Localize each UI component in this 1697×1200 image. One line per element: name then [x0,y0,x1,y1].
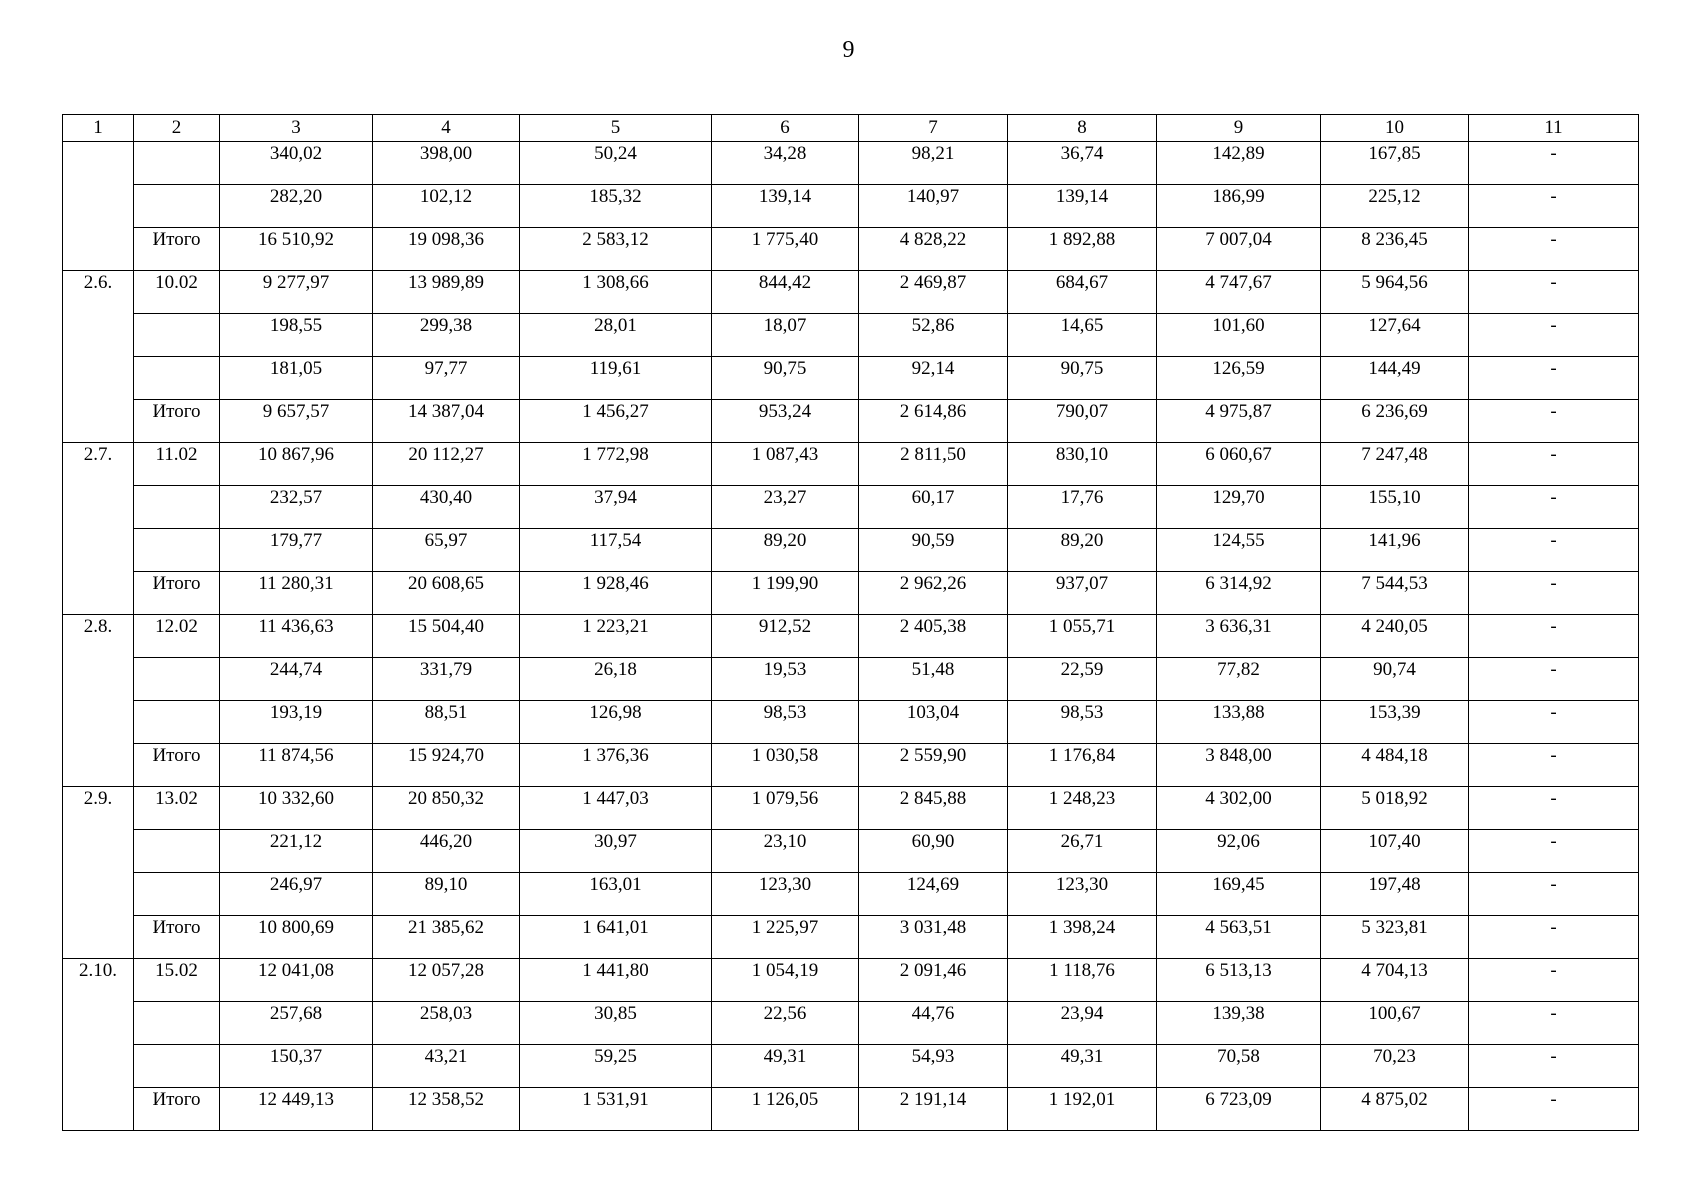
value-cell: 9 657,57 [220,400,373,443]
value-cell: 7 007,04 [1157,228,1321,271]
value-cell: 257,68 [220,1002,373,1045]
value-cell: 11 280,31 [220,572,373,615]
section-number-cell: 2.7. [63,443,134,615]
value-cell: 8 236,45 [1321,228,1469,271]
value-cell: 10 800,69 [220,916,373,959]
value-cell: 141,96 [1321,529,1469,572]
value-cell: 133,88 [1157,701,1321,744]
table-row [63,830,1639,873]
value-cell: 1 199,90 [712,572,859,615]
value-cell: 1 892,88 [1008,228,1157,271]
value-cell: 430,40 [373,486,520,529]
value-cell: 34,28 [712,142,859,185]
value-cell: 89,10 [373,873,520,916]
value-cell: 790,07 [1008,400,1157,443]
value-cell: 12 449,13 [220,1088,373,1131]
code-cell: 10.02 [134,271,220,314]
code-cell [134,830,220,873]
value-cell: 123,30 [1008,873,1157,916]
value-cell: 1 641,01 [520,916,712,959]
code-cell [134,529,220,572]
value-cell: - [1469,529,1639,572]
table-row [63,529,1639,572]
value-cell: 246,97 [220,873,373,916]
value-cell: 19,53 [712,658,859,701]
column-header: 7 [859,115,1008,142]
column-header: 8 [1008,115,1157,142]
value-cell: 2 191,14 [859,1088,1008,1131]
value-cell: 129,70 [1157,486,1321,529]
value-cell: 12 057,28 [373,959,520,1002]
value-cell: 1 176,84 [1008,744,1157,787]
value-cell: 98,21 [859,142,1008,185]
code-cell [134,486,220,529]
value-cell: 2 091,46 [859,959,1008,1002]
value-cell: 163,01 [520,873,712,916]
value-cell: - [1469,873,1639,916]
value-cell: 19 098,36 [373,228,520,271]
value-cell: 9 277,97 [220,271,373,314]
value-cell: 2 845,88 [859,787,1008,830]
value-cell: 153,39 [1321,701,1469,744]
value-cell: 2 962,26 [859,572,1008,615]
value-cell: 89,20 [712,529,859,572]
value-cell: 124,55 [1157,529,1321,572]
value-cell: 1 441,80 [520,959,712,1002]
column-header: 1 [63,115,134,142]
value-cell: 98,53 [712,701,859,744]
value-cell: 11 874,56 [220,744,373,787]
value-cell: 193,19 [220,701,373,744]
value-cell: 36,74 [1008,142,1157,185]
value-cell: - [1469,572,1639,615]
table-row [63,314,1639,357]
value-cell: - [1469,486,1639,529]
value-cell: 21 385,62 [373,916,520,959]
value-cell: 299,38 [373,314,520,357]
column-header: 3 [220,115,373,142]
value-cell: 1 248,23 [1008,787,1157,830]
value-cell: 37,94 [520,486,712,529]
column-header: 11 [1469,115,1639,142]
code-cell [134,1045,220,1088]
table-row [63,443,1639,486]
value-cell: 937,07 [1008,572,1157,615]
value-cell: 102,12 [373,185,520,228]
value-cell: 1 225,97 [712,916,859,959]
value-cell: 139,14 [712,185,859,228]
value-cell: 77,82 [1157,658,1321,701]
value-cell: 1 055,71 [1008,615,1157,658]
value-cell: 23,10 [712,830,859,873]
value-cell: 119,61 [520,357,712,400]
value-cell: 155,10 [1321,486,1469,529]
value-cell: 953,24 [712,400,859,443]
value-cell: - [1469,744,1639,787]
value-cell: 126,59 [1157,357,1321,400]
value-cell: 70,23 [1321,1045,1469,1088]
value-cell: 179,77 [220,529,373,572]
value-cell: 70,58 [1157,1045,1321,1088]
value-cell: 6 314,92 [1157,572,1321,615]
total-label-cell: Итого [134,744,220,787]
value-cell: 90,59 [859,529,1008,572]
column-header: 4 [373,115,520,142]
value-cell: 14,65 [1008,314,1157,357]
value-cell: 232,57 [220,486,373,529]
value-cell: 3 031,48 [859,916,1008,959]
table-row [63,185,1639,228]
code-cell: 11.02 [134,443,220,486]
value-cell: 12 358,52 [373,1088,520,1131]
table-row [63,916,1639,959]
total-label-cell: Итого [134,400,220,443]
value-cell: 60,17 [859,486,1008,529]
value-cell: 90,75 [1008,357,1157,400]
table-row [63,142,1639,185]
value-cell: 59,25 [520,1045,712,1088]
table-row [63,1002,1639,1045]
table-row [63,615,1639,658]
value-cell: 1 118,76 [1008,959,1157,1002]
header-row [63,115,1639,142]
value-cell: - [1469,830,1639,873]
value-cell: 6 723,09 [1157,1088,1321,1131]
value-cell: 167,85 [1321,142,1469,185]
value-cell: 89,20 [1008,529,1157,572]
value-cell: 6 513,13 [1157,959,1321,1002]
table-row [63,1088,1639,1131]
value-cell: 90,74 [1321,658,1469,701]
value-cell: 144,49 [1321,357,1469,400]
value-cell: 101,60 [1157,314,1321,357]
value-cell: 49,31 [1008,1045,1157,1088]
value-cell: 150,37 [220,1045,373,1088]
code-cell [134,357,220,400]
section-number-cell: 2.10. [63,959,134,1131]
value-cell: - [1469,1045,1639,1088]
value-cell: 140,97 [859,185,1008,228]
value-cell: 49,31 [712,1045,859,1088]
value-cell: 124,69 [859,873,1008,916]
value-cell: 7 247,48 [1321,443,1469,486]
value-cell: 844,42 [712,271,859,314]
value-cell: 14 387,04 [373,400,520,443]
code-cell [134,142,220,185]
value-cell: 1 079,56 [712,787,859,830]
code-cell [134,185,220,228]
value-cell: - [1469,658,1639,701]
code-cell [134,1002,220,1045]
section-number-cell: 2.9. [63,787,134,959]
value-cell: 225,12 [1321,185,1469,228]
value-cell: 4 975,87 [1157,400,1321,443]
data-table [62,114,1639,1131]
value-cell: 22,56 [712,1002,859,1045]
value-cell: 11 436,63 [220,615,373,658]
value-cell: 92,14 [859,357,1008,400]
value-cell: 4 240,05 [1321,615,1469,658]
value-cell: 127,64 [1321,314,1469,357]
value-cell: 1 531,91 [520,1088,712,1131]
value-cell: 4 747,67 [1157,271,1321,314]
value-cell: 52,86 [859,314,1008,357]
value-cell: 3 636,31 [1157,615,1321,658]
value-cell: 88,51 [373,701,520,744]
value-cell: 186,99 [1157,185,1321,228]
value-cell: 103,04 [859,701,1008,744]
value-cell: 20 608,65 [373,572,520,615]
value-cell: 44,76 [859,1002,1008,1045]
value-cell: - [1469,400,1639,443]
value-cell: 185,32 [520,185,712,228]
value-cell: 97,77 [373,357,520,400]
value-cell: 2 583,12 [520,228,712,271]
table-row [63,400,1639,443]
value-cell: 244,74 [220,658,373,701]
table-row [63,271,1639,314]
value-cell: 10 867,96 [220,443,373,486]
table-row [63,228,1639,271]
value-cell: 1 087,43 [712,443,859,486]
value-cell: 221,12 [220,830,373,873]
value-cell: - [1469,271,1639,314]
value-cell: 20 850,32 [373,787,520,830]
value-cell: 181,05 [220,357,373,400]
value-cell: - [1469,916,1639,959]
value-cell: 139,38 [1157,1002,1321,1045]
value-cell: - [1469,1002,1639,1045]
value-cell: 1 192,01 [1008,1088,1157,1131]
value-cell: 2 614,86 [859,400,1008,443]
value-cell: 684,67 [1008,271,1157,314]
value-cell: 16 510,92 [220,228,373,271]
value-cell: 26,71 [1008,830,1157,873]
value-cell: 830,10 [1008,443,1157,486]
value-cell: 90,75 [712,357,859,400]
value-cell: 912,52 [712,615,859,658]
value-cell: 60,90 [859,830,1008,873]
table-row [63,787,1639,830]
table-row [63,658,1639,701]
value-cell: 6 060,67 [1157,443,1321,486]
value-cell: 5 018,92 [1321,787,1469,830]
value-cell: 331,79 [373,658,520,701]
value-cell: 22,59 [1008,658,1157,701]
table-row [63,701,1639,744]
value-cell: 1 308,66 [520,271,712,314]
value-cell: 12 041,08 [220,959,373,1002]
value-cell: 98,53 [1008,701,1157,744]
value-cell: 43,21 [373,1045,520,1088]
column-header: 2 [134,115,220,142]
value-cell: 169,45 [1157,873,1321,916]
value-cell: - [1469,142,1639,185]
value-cell: 398,00 [373,142,520,185]
value-cell: 2 469,87 [859,271,1008,314]
value-cell: 1 772,98 [520,443,712,486]
value-cell: 4 704,13 [1321,959,1469,1002]
value-cell: 123,30 [712,873,859,916]
code-cell: 15.02 [134,959,220,1002]
table-row [63,959,1639,1002]
value-cell: 4 563,51 [1157,916,1321,959]
value-cell: 100,67 [1321,1002,1469,1045]
value-cell: 2 559,90 [859,744,1008,787]
value-cell: 258,03 [373,1002,520,1045]
value-cell: - [1469,185,1639,228]
table-row [63,744,1639,787]
value-cell: 198,55 [220,314,373,357]
code-cell [134,314,220,357]
value-cell: 197,48 [1321,873,1469,916]
value-cell: 26,18 [520,658,712,701]
section-number-cell: 2.8. [63,615,134,787]
value-cell: 65,97 [373,529,520,572]
value-cell: - [1469,959,1639,1002]
value-cell: 5 323,81 [1321,916,1469,959]
value-cell: - [1469,701,1639,744]
value-cell: 1 775,40 [712,228,859,271]
value-cell: - [1469,228,1639,271]
value-cell: 28,01 [520,314,712,357]
table-row [63,572,1639,615]
value-cell: 1 928,46 [520,572,712,615]
code-cell: 12.02 [134,615,220,658]
value-cell: 50,24 [520,142,712,185]
column-header: 6 [712,115,859,142]
value-cell: 1 054,19 [712,959,859,1002]
value-cell: 5 964,56 [1321,271,1469,314]
total-label-cell: Итого [134,1088,220,1131]
value-cell: 17,76 [1008,486,1157,529]
value-cell: 2 811,50 [859,443,1008,486]
value-cell: 4 484,18 [1321,744,1469,787]
value-cell: 23,94 [1008,1002,1157,1045]
total-label-cell: Итого [134,572,220,615]
value-cell: 51,48 [859,658,1008,701]
value-cell: 142,89 [1157,142,1321,185]
value-cell: 282,20 [220,185,373,228]
code-cell: 13.02 [134,787,220,830]
code-cell [134,701,220,744]
value-cell: 1 398,24 [1008,916,1157,959]
column-header: 5 [520,115,712,142]
value-cell: 1 223,21 [520,615,712,658]
value-cell: 15 504,40 [373,615,520,658]
value-cell: 4 302,00 [1157,787,1321,830]
value-cell: 107,40 [1321,830,1469,873]
value-cell: 1 126,05 [712,1088,859,1131]
value-cell: 20 112,27 [373,443,520,486]
value-cell: - [1469,615,1639,658]
value-cell: 30,85 [520,1002,712,1045]
value-cell: 13 989,89 [373,271,520,314]
value-cell: 92,06 [1157,830,1321,873]
table-row [63,486,1639,529]
page-number: 9 [842,37,855,63]
table-body [63,115,1639,1131]
value-cell: 4 875,02 [1321,1088,1469,1131]
value-cell: 30,97 [520,830,712,873]
value-cell: - [1469,443,1639,486]
value-cell: - [1469,787,1639,830]
value-cell: 2 405,38 [859,615,1008,658]
value-cell: 1 376,36 [520,744,712,787]
value-cell: 4 828,22 [859,228,1008,271]
value-cell: 6 236,69 [1321,400,1469,443]
value-cell: 15 924,70 [373,744,520,787]
column-header: 10 [1321,115,1469,142]
value-cell: 1 447,03 [520,787,712,830]
value-cell: - [1469,357,1639,400]
value-cell: 7 544,53 [1321,572,1469,615]
table-row [63,1045,1639,1088]
table-row [63,357,1639,400]
value-cell: 117,54 [520,529,712,572]
value-cell: 126,98 [520,701,712,744]
value-cell: 139,14 [1008,185,1157,228]
value-cell: 54,93 [859,1045,1008,1088]
value-cell: - [1469,314,1639,357]
value-cell: - [1469,1088,1639,1131]
section-number-cell: 2.6. [63,271,134,443]
value-cell: 1 030,58 [712,744,859,787]
column-header: 9 [1157,115,1321,142]
code-cell [134,658,220,701]
value-cell: 23,27 [712,486,859,529]
value-cell: 10 332,60 [220,787,373,830]
value-cell: 340,02 [220,142,373,185]
table-row [63,873,1639,916]
total-label-cell: Итого [134,228,220,271]
value-cell: 3 848,00 [1157,744,1321,787]
value-cell: 18,07 [712,314,859,357]
section-number-cell [63,142,134,271]
value-cell: 446,20 [373,830,520,873]
total-label-cell: Итого [134,916,220,959]
code-cell [134,873,220,916]
value-cell: 1 456,27 [520,400,712,443]
